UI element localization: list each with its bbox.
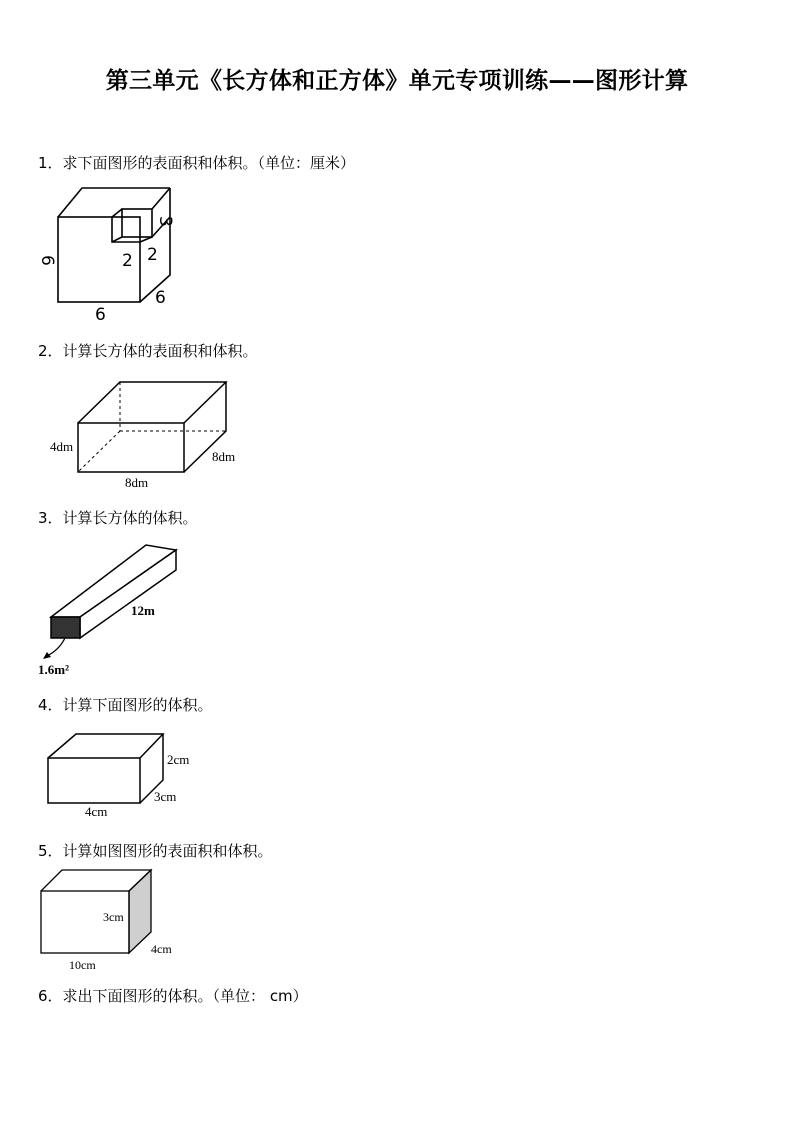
q1-label-notch-depth: 2 xyxy=(147,245,158,265)
q2-label-width: 8dm xyxy=(212,449,236,464)
q1-label-notch-width: 2 xyxy=(122,251,133,271)
figure-cuboid-2 xyxy=(45,378,245,493)
q2-label-length: 8dm xyxy=(125,475,149,490)
q2-label-height: 4dm xyxy=(50,439,74,454)
q4-label-height: 2cm xyxy=(167,752,190,767)
q5-label-height: 3cm xyxy=(103,910,124,924)
q3-label-area: 1.6m² xyxy=(38,662,69,677)
question-1-text: 1．求下面图形的表面积和体积。（单位：厘米） xyxy=(38,154,356,172)
figure-cuboid-4 xyxy=(45,730,205,825)
figure-cube-with-notch xyxy=(37,182,180,325)
figure-cuboid-5 xyxy=(35,868,195,978)
q1-label-depth: 6 xyxy=(155,288,166,308)
figure-long-beam xyxy=(35,540,195,680)
q5-label-width: 4cm xyxy=(151,942,172,956)
q1-label-bottom-width: 6 xyxy=(95,305,106,325)
question-5-text: 5．计算如图图形的表面积和体积。 xyxy=(38,842,273,860)
q1-label-notch-height: 3 xyxy=(155,216,175,227)
q5-label-length: 10cm xyxy=(69,958,96,972)
q4-label-length: 4cm xyxy=(85,804,108,819)
q1-label-left-height: 6 xyxy=(37,255,57,266)
q4-label-width: 3cm xyxy=(154,789,177,804)
q3-label-length: 12m xyxy=(131,603,155,618)
question-4-text: 4．计算下面图形的体积。 xyxy=(38,696,213,714)
question-2-text: 2．计算长方体的表面积和体积。 xyxy=(38,342,258,360)
question-6-text: 6．求出下面图形的体积。（单位： cm） xyxy=(38,987,308,1005)
page-title: 第三单元《长方体和正方体》单元专项训练——图形计算 xyxy=(105,68,689,94)
question-3-text: 3．计算长方体的体积。 xyxy=(38,509,198,527)
